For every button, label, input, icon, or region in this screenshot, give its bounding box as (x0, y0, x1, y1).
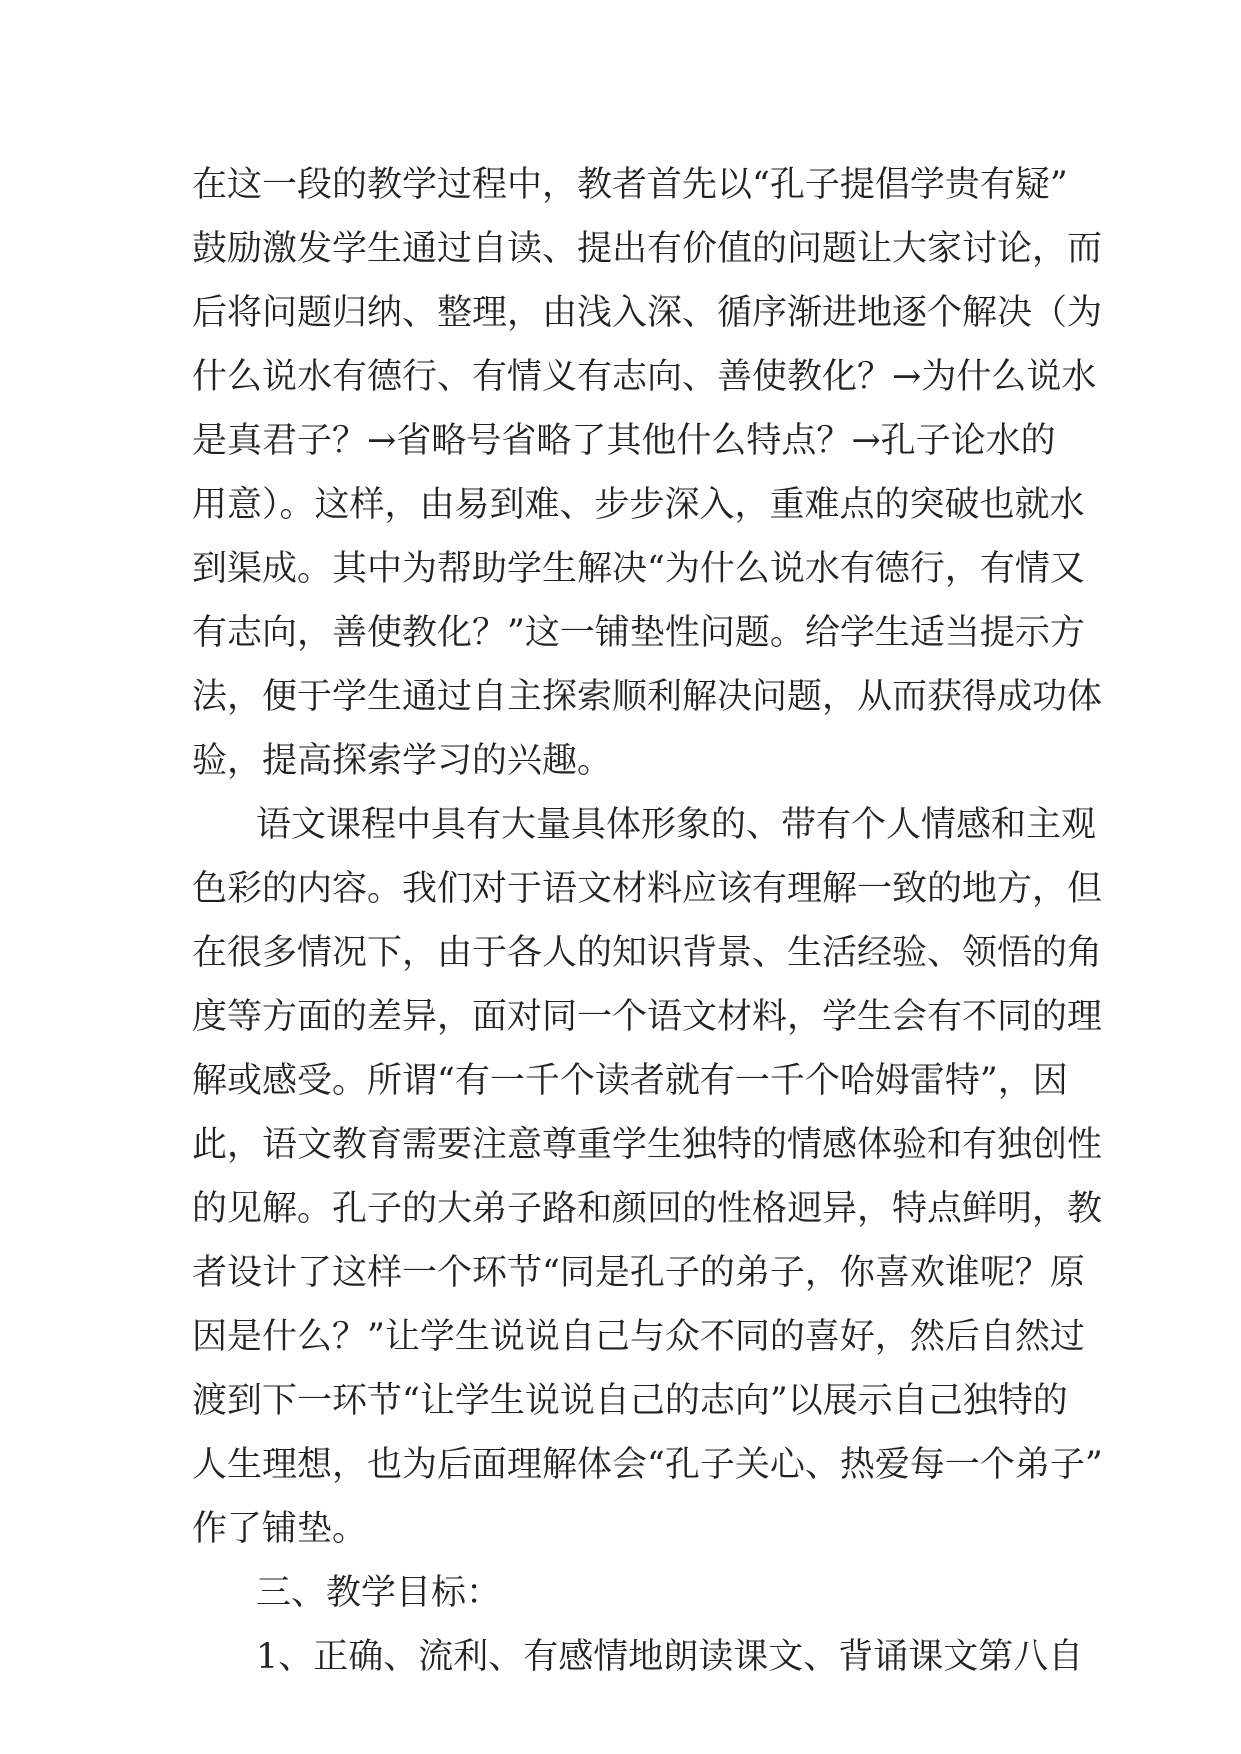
text-line: 验，提高探索学习的兴趣。 (192, 741, 613, 781)
text-line: 人生理想，也为后面理解体会“孔子关心、热爱每一个弟子” (192, 1445, 1103, 1485)
text-line: 因是什么？”让学生说说自己与众不同的喜好，然后自然过 (192, 1317, 1085, 1357)
section-heading: 三、教学目标： (256, 1573, 502, 1613)
text-line: 在这一段的教学过程中，教者首先以“孔子提倡学贵有疑” (192, 165, 1068, 205)
text-line: 度等方面的差异，面对同一个语文材料，学生会有不同的理 (192, 997, 1103, 1037)
text-line: 此，语文教育需要注意尊重学生独特的情感体验和有独创性 (192, 1125, 1103, 1165)
paragraph-first-line: 语文课程中具有大量具体形象的、带有个人情感和主观 (256, 805, 1097, 845)
text-line: 渡到下一环节“让学生说说自己的志向”以展示自己独特的 (192, 1381, 1068, 1421)
text-line: 用意）。这样，由易到难、步步深入，重难点的突破也就水 (192, 485, 1085, 525)
text-line: 是真君子？→省略号省略了其他什么特点？→孔子论水的 (192, 421, 1056, 461)
text-line: 的见解。孔子的大弟子路和颜回的性格迥异，特点鲜明，教 (192, 1189, 1103, 1229)
text-line: 解或感受。所谓“有一千个读者就有一千个哈姆雷特”，因 (192, 1061, 1068, 1101)
text-line: 法，便于学生通过自主探索顺利解决问题，从而获得成功体 (192, 677, 1103, 717)
text-line: 在很多情况下，由于各人的知识背景、生活经验、领悟的角 (192, 933, 1103, 973)
text-line: 色彩的内容。我们对于语文材料应该有理解一致的地方，但 (192, 869, 1103, 909)
text-line: 到渠成。其中为帮助学生解决“为什么说水有德行，有情又 (192, 549, 1085, 589)
list-item: 1、正确、流利、有感情地朗读课文、背诵课文第八自 (256, 1637, 1084, 1677)
text-line: 作了铺垫。 (192, 1509, 368, 1549)
text-line: 鼓励激发学生通过自读、提出有价值的问题让大家讨论，而 (192, 229, 1103, 269)
text-line: 者设计了这样一个环节“同是孔子的弟子，你喜欢谁呢？原 (192, 1253, 1085, 1293)
text-line: 后将问题归纳、整理，由浅入深、循序渐进地逐个解决（为 (192, 293, 1103, 333)
text-line: 有志向，善使教化？”这一铺垫性问题。给学生适当提示方 (192, 613, 1085, 653)
text-line: 什么说水有德行、有情义有志向、善使教化？→为什么说水 (192, 357, 1097, 397)
